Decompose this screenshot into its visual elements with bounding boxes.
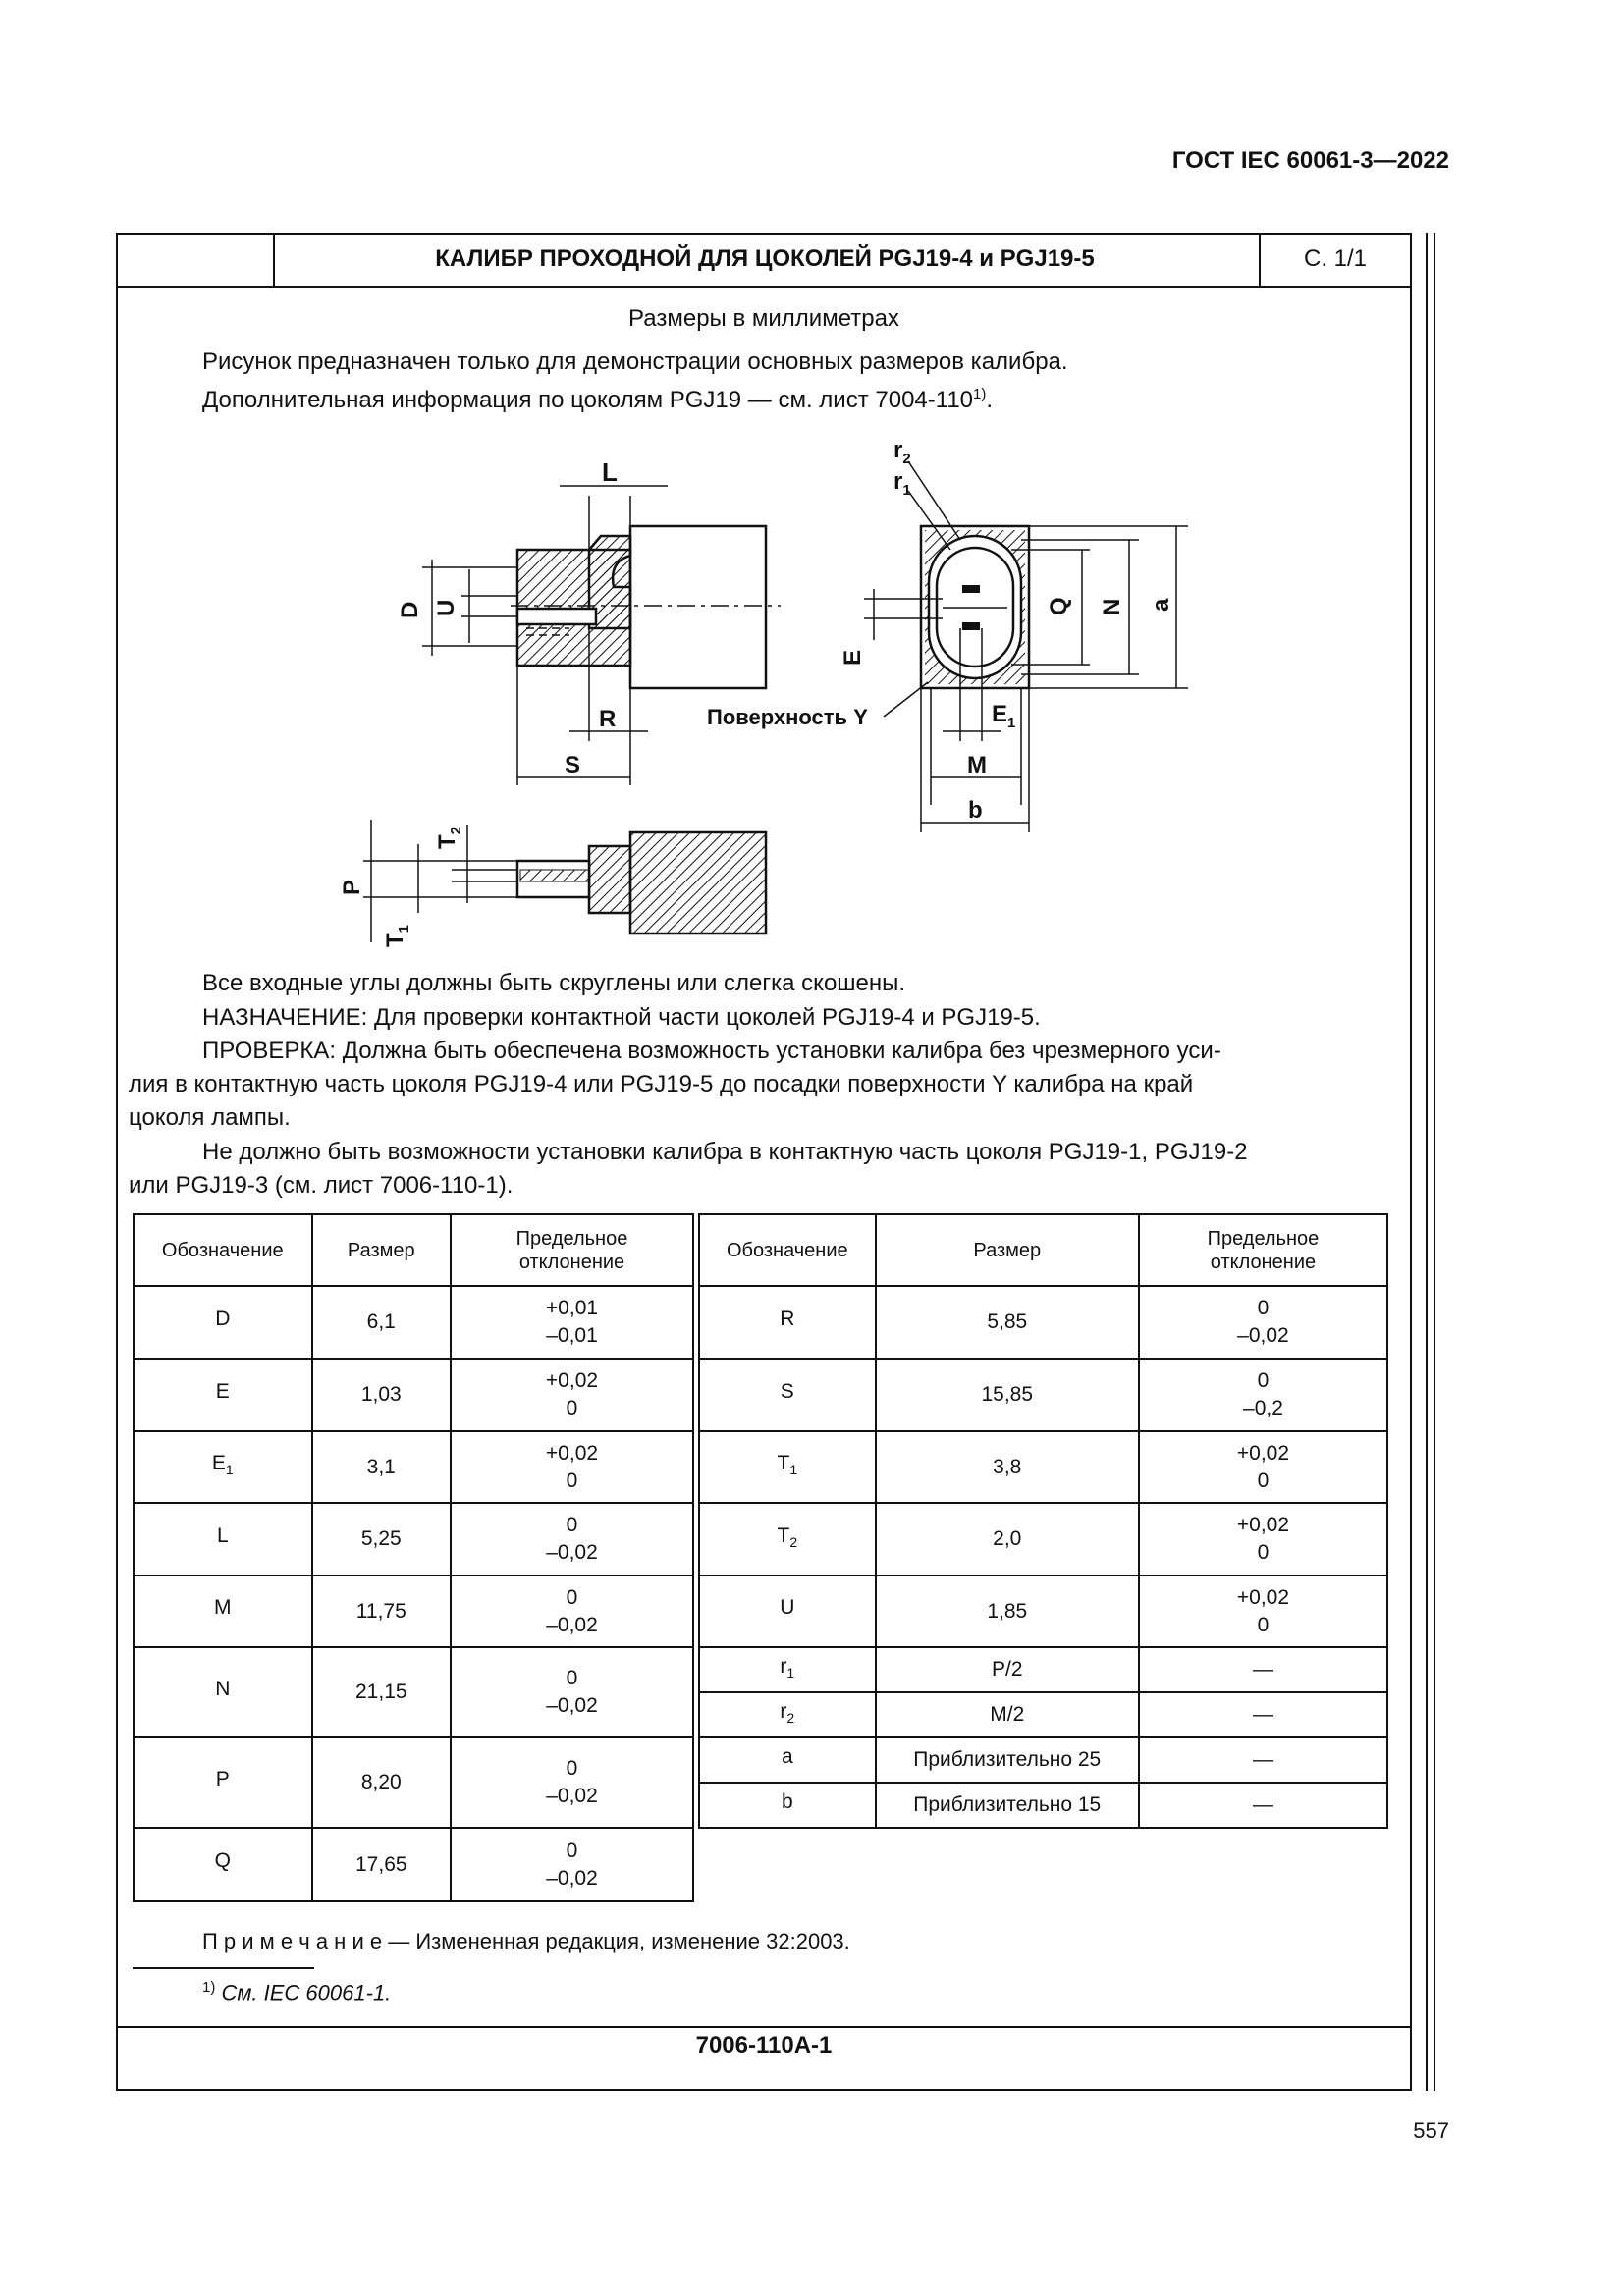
col-header-size: Размер <box>876 1214 1139 1286</box>
table-row: S 15,85 0 –0,2 <box>699 1359 1387 1431</box>
label-L: L <box>602 457 618 487</box>
col-header-designation: Обозначение <box>699 1214 876 1286</box>
check-line-3: цоколя лампы. <box>129 1104 291 1131</box>
table-row: Q 17,65 0 –0,02 <box>134 1828 693 1901</box>
table-row: U 1,85 +0,02 0 <box>699 1575 1387 1647</box>
footer-rule <box>116 2026 1412 2028</box>
table-row: b Приблизительно 15 — <box>699 1783 1387 1828</box>
col-header-tolerance: Предельное отклонение <box>1139 1214 1387 1286</box>
table-row: $r_1$ P/2 — <box>699 1647 1387 1692</box>
standard-number: ГОСТ IEC 60061-3—2022 <box>1171 147 1449 174</box>
check-line-2: лия в контактную часть цоколя PGJ19-4 или PGJ19-5 до посадки поверхности Y калибра на край <box>129 1071 1194 1097</box>
table-header-row <box>134 1214 693 1286</box>
check-line-1: ПРОВЕРКА: Должна быть обеспечена возможность установки калибра без чрезмерного уси- <box>202 1038 1221 1064</box>
label-M: M <box>967 752 987 778</box>
table-note: П р и м е ч а н и е — Измененная редакция, изменение 32:2003. <box>202 1929 850 1953</box>
bottom-view <box>363 820 766 942</box>
footnote: $^{1)}$ См. IEC 60061-1. <box>202 1979 392 2005</box>
gauge-drawing <box>0 0 1623 972</box>
label-r1: $r_1$ <box>893 468 911 499</box>
col-header-size: Размер <box>312 1214 451 1286</box>
col-header-designation: Обозначение <box>134 1214 312 1286</box>
sheet-code: 7006-110A-1 <box>695 2032 833 2058</box>
table-row: $r_2$ M/2 — <box>699 1692 1387 1737</box>
label-E1: $E_1$ <box>992 701 1016 731</box>
table-row: $E_1$ 3,1 +0,02 0 <box>134 1431 693 1503</box>
table-row: $T_2$ 2,0 +0,02 0 <box>699 1503 1387 1575</box>
label-S: S <box>565 752 581 778</box>
label-r2: $r_2$ <box>893 437 911 467</box>
table-row: L 5,25 0 –0,02 <box>134 1503 693 1575</box>
footnote-rule <box>133 1967 314 1969</box>
table-row: N 21,15 0 –0,02 <box>134 1647 693 1737</box>
units-note: Размеры в миллиметрах <box>628 305 899 332</box>
table-row: R 5,85 0 –0,02 <box>699 1286 1387 1359</box>
table-row: E 1,03 +0,02 0 <box>134 1359 693 1431</box>
label-D: D <box>397 601 423 618</box>
table-header-row <box>699 1214 1387 1286</box>
label-a: a <box>1148 598 1174 612</box>
label-P: P <box>339 879 365 895</box>
label-Q: Q <box>1046 597 1072 615</box>
sheet-number: С. 1/1 <box>1303 245 1368 272</box>
table-row: D 6,1 +0,01 –0,01 <box>134 1286 693 1359</box>
sheet-title: КАЛИБР ПРОХОДНОЙ ДЛЯ ЦОКОЛЕЙ PGJ19-4 и PGJ19-5 <box>435 245 1095 272</box>
label-R: R <box>599 706 617 732</box>
not-line-1: Не должно быть возможности установки калибра в контактную часть цоколя PGJ19-1, PGJ19-2 <box>202 1139 1248 1165</box>
table-row: a Приблизительно 25 — <box>699 1737 1387 1783</box>
side-view <box>422 486 781 785</box>
front-view <box>864 461 1188 832</box>
label-T1: $T_1$ <box>382 924 412 947</box>
col-header-tolerance: Предельное отклонение <box>451 1214 693 1286</box>
label-N: N <box>1099 598 1125 615</box>
table-row: P 8,20 0 –0,02 <box>134 1737 693 1828</box>
label-surface-Y: Поверхность Y <box>707 705 868 729</box>
purpose-note: НАЗНАЧЕНИЕ: Для проверки контактной части цоколей PGJ19-4 и PGJ19-5. <box>202 1004 1041 1031</box>
intro-line-1: Рисунок предназначен только для демонстрации основных размеров калибра. <box>202 348 1068 375</box>
dimensions-table-left <box>133 1213 694 1902</box>
intro-line-2: Дополнительная информация по цоколям PGJ19 — см. лист 7004-110$^{1)}$. <box>202 386 994 413</box>
table-row: $T_1$ 3,8 +0,02 0 <box>699 1431 1387 1503</box>
label-T2: $T_2$ <box>434 826 464 849</box>
label-E: E <box>839 649 866 666</box>
corners-note: Все входные углы должны быть скруглены или слегка скошены. <box>202 970 906 996</box>
label-U: U <box>433 599 460 616</box>
page-number: 557 <box>1413 2118 1449 2143</box>
dimensions-table-right <box>698 1213 1388 1829</box>
table-row: M 11,75 0 –0,02 <box>134 1575 693 1647</box>
not-line-2: или PGJ19-3 (см. лист 7006-110-1). <box>129 1172 514 1199</box>
label-b: b <box>968 797 983 824</box>
